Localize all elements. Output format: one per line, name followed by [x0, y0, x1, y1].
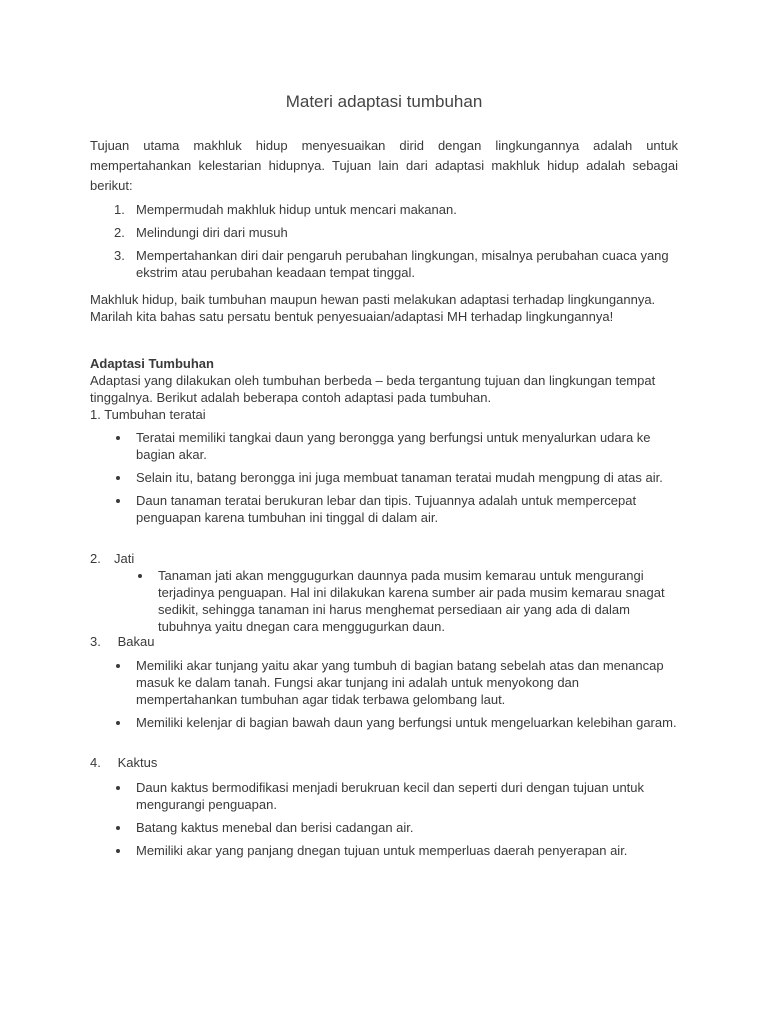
- bullet-icon: [116, 721, 120, 725]
- bullet-icon: [116, 826, 120, 830]
- list-item-text: Melindungi diri dari musuh: [136, 225, 288, 240]
- bullet-icon: [116, 849, 120, 853]
- list-item: [112, 567, 680, 635]
- bullet-icon: [116, 664, 120, 668]
- list-number: 2.: [114, 225, 125, 240]
- section-adaptasi-tumbuhan: [90, 355, 680, 423]
- list-item: [90, 819, 680, 836]
- list-item-text: Mempertahankan diri dair pengaruh perubahan lingkungan, misalnya perubahan cuaca yang ekstrim atau perubahan keadaan tempat tinggal.: [136, 248, 669, 280]
- bullet-icon: [138, 574, 142, 578]
- bullet-icon: [116, 786, 120, 790]
- paragraph-2: Makhluk hidup, baik tumbuhan maupun hewan pasti melakukan adaptasi terhadap lingkungannya. Marilah kita bahas satu persatu bentuk penyesuaian/adaptasi MH terhadap lingkungannya!: [90, 292, 656, 324]
- bullet-icon: [116, 476, 120, 480]
- list-number: 2.: [90, 551, 101, 566]
- list-item-text: Daun tanaman teratai berukuran lebar dan tipis. Tujuannya adalah untuk mempercepat penguapan karena tumbuhan ini tinggal di dalam air.: [136, 493, 637, 525]
- subsection-label-bakau: [90, 633, 155, 650]
- subsection-label-kaktus: [90, 754, 157, 771]
- kaktus-bullet-list: [90, 779, 680, 865]
- list-number: 1.: [114, 202, 125, 217]
- list-item: [90, 492, 680, 526]
- list-item: [90, 714, 680, 731]
- bullet-icon: [116, 499, 120, 503]
- list-item: [90, 657, 680, 708]
- list-number: 4.: [90, 755, 101, 770]
- list-item-text: Memiliki kelenjar di bagian bawah daun yang berfungsi untuk mengeluarkan kelebihan garam.: [136, 715, 677, 730]
- list-item: [90, 429, 680, 463]
- list-item: [90, 247, 680, 281]
- list-item-text: Batang kaktus menebal dan berisi cadangan air.: [136, 820, 414, 835]
- list-item-text: Daun kaktus bermodifikasi menjadi berukruan kecil dan seperti duri dengan tujuan untuk mengurangi penguapan.: [136, 780, 645, 812]
- bullet-icon: [116, 436, 120, 440]
- jati-bullet-list: [112, 567, 680, 641]
- section-heading: Adaptasi Tumbuhan: [90, 356, 214, 371]
- subsection-title: Jati: [114, 551, 135, 566]
- list-item: [90, 842, 680, 859]
- list-item-text: Tanaman jati akan menggugurkan daunnya pada musim kemarau untuk mengurangi terjadinya penguapan. Hal ini dilakukan karena sumber air pada musim kemarau snagat sedikit, sehingga tanaman ini harus menghemat persediaan air yang ada di dalam tubuhnya yaitu dnegan cara menggugurkan daun.: [158, 568, 665, 634]
- list-item-text: Memiliki akar yang panjang dnegan tujuan untuk memperluas daerah penyerapan air.: [136, 843, 628, 858]
- subsection-label-teratai: 1. Tumbuhan teratai: [90, 407, 206, 422]
- list-item-text: Mempermudah makhluk hidup untuk mencari makanan.: [136, 202, 457, 217]
- list-item-text: Teratai memiliki tangkai daun yang berongga yang berfungsi untuk menyalurkan udara ke bagian akar.: [136, 430, 651, 462]
- list-item: [90, 201, 680, 218]
- intro-paragraph: Tujuan utama makhluk hidup menyesuaikan dirid dengan lingkungannya adalah untuk mempertahankan kelestarian hidupnya. Tujuan lain dari adaptasi makhluk hidup adalah sebagai berikut:: [90, 138, 678, 193]
- page-title: Materi adaptasi tumbuhan: [285, 92, 483, 111]
- list-item-text: Selain itu, batang berongga ini juga membuat tanaman teratai mudah mengpung di atas air.: [136, 470, 663, 485]
- goals-list: [90, 201, 680, 287]
- list-number: 3.: [90, 634, 101, 649]
- list-item: [90, 224, 680, 241]
- subsection-title: Kaktus: [117, 755, 158, 770]
- list-item-text: Memiliki akar tunjang yaitu akar yang tumbuh di bagian batang sebelah atas dan menancap masuk ke dalam tanah. Fungsi akar tunjang ini adalah untuk menyokong dan mempertahankan tumbuhan agar tidak terbawa gelombang laut.: [136, 658, 664, 707]
- list-item: [90, 779, 680, 813]
- bakau-bullet-list: [90, 657, 680, 737]
- list-number: 3.: [114, 248, 125, 263]
- list-item: [90, 469, 680, 486]
- teratai-bullet-list: [90, 429, 680, 532]
- subsection-label-jati: [90, 550, 134, 567]
- subsection-title: Bakau: [117, 634, 155, 649]
- section-body: Adaptasi yang dilakukan oleh tumbuhan berbeda – beda tergantung tujuan dan lingkungan tempat tinggalnya. Berikut adalah beberapa contoh adaptasi pada tumbuhan.: [90, 373, 656, 405]
